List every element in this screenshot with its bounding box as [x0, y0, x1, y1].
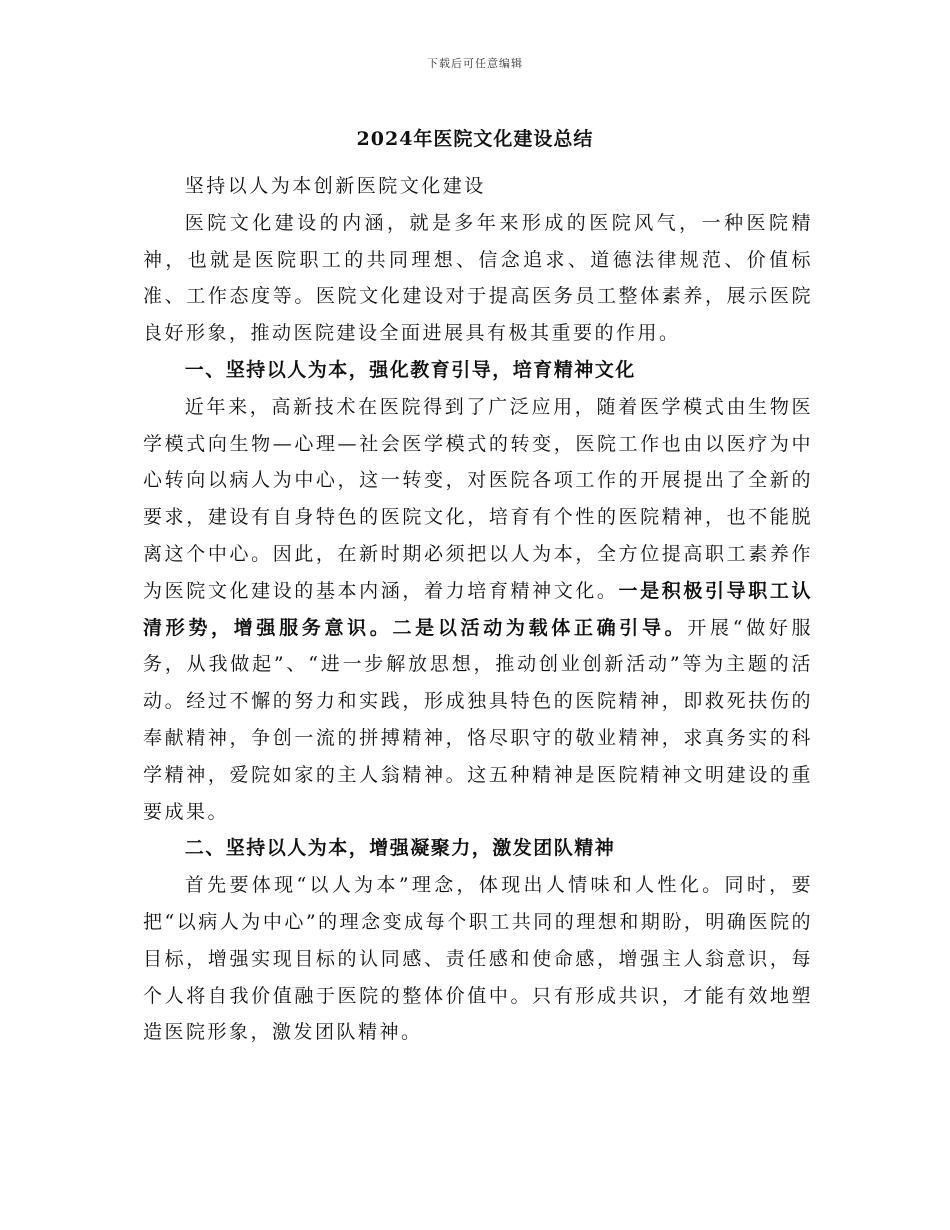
document-body: [143, 168, 813, 1051]
header-note: 下载后可任意编辑: [427, 57, 523, 70]
section-1-text-a: 近年来，高新技术在医院得到了广泛应用，随着医学模式由生物医学模式向生物—心理—社会医学模式的转变，医院工作也由以医疗为中心转向以病人为中心，这一转变，对医院各项工作的开展提出了全新的要求，建设有自身特色的医院文化，培育有个性的医院精神，也不能脱离这个中心。因此，在新时期必须把以人为本，全方位提高职工素养作为医院文化建设的基本内涵，着力培育精神文化。: [143, 395, 813, 602]
section-1-bold-point-2: 二是以活动为载体正确引导。: [392, 616, 688, 639]
subtitle: 坚持以人为本创新医院文化建设: [184, 175, 486, 197]
section-2-paragraph: 首先要体现“以人为本”理念，体现出人情味和人性化。同时，要把“以病人为中心”的理念变成每个职工共同的理想和期盼，明确医院的目标，增强实现目标的认同感、责任感和使命感，增强主人翁意识，每个人将自我价值融于医院的整体价值中。只有形成共识，才能有效地塑造医院形象，激发团队精神。: [143, 874, 813, 1044]
intro-paragraph: 医院文化建设的内涵，就是多年来形成的医院风气，一种医院精神，也就是医院职工的共同理想、信念追求、道德法律规范、价值标准、工作态度等。医院文化建设对于提高医务员工整体素养，展示医院良好形象，推动医院建设全面进展具有极其重要的作用。: [143, 211, 813, 345]
section-1-paragraph: [143, 389, 813, 831]
document-title: 2024年医院文化建设总结: [356, 128, 594, 150]
section-1-heading: 一、坚持以人为本，强化教育引导，培育精神文化: [184, 358, 636, 381]
section-1-bold-point-1: 一是积极引导职工认清形势，增强服务意识。: [143, 579, 813, 639]
section-2-heading: 二、坚持以人为本，增强凝聚力，激发团队精神: [184, 837, 616, 860]
section-1-text-b: 开展“做好服务，从我做起”、“进一步解放思想，推动创业创新活动”等为主题的活动。经过不懈的努力和实践，形成独具特色的医院精神，即救死扶伤的奉献精神，争创一流的拼搏精神，恪尽职守的敬业精神，求真务实的科学精神，爱院如家的主人翁精神。这五种精神是医院精神文明建设的重要成果。: [143, 616, 813, 823]
